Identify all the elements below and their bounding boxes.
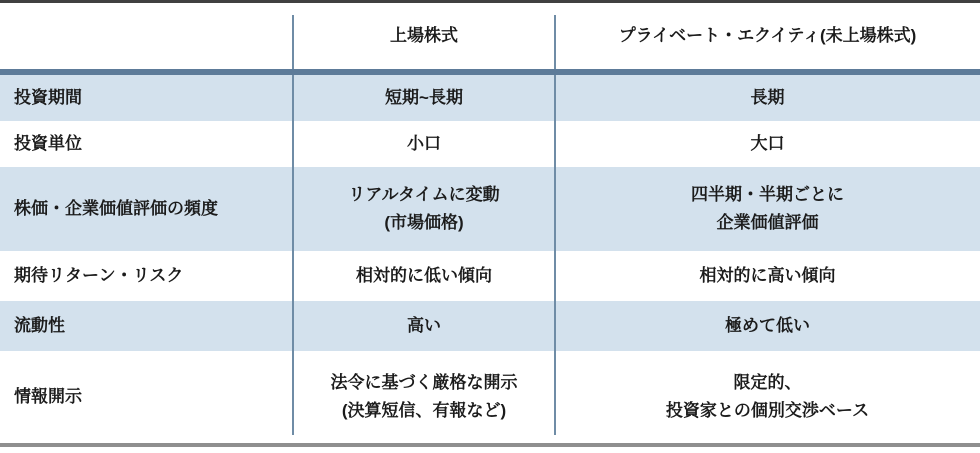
cell-private [555,167,980,251]
header-divider-band [0,69,980,75]
cell-listed-text: 相対的に低い傾向 [356,266,492,285]
row-label [0,301,293,351]
cell-private [555,351,980,442]
header-private-equity-text: プライベート・エクイティ(未上場株式) [618,26,917,45]
cell-listed [293,351,555,442]
cell-private [555,121,980,167]
cell-listed-line2: (決算短信、有報など) [341,400,507,420]
header-label-column [0,3,293,69]
header-private-equity [555,3,980,69]
cell-private-text: 相対的に高い傾向 [699,266,836,285]
row-label-text: 期待リターン・リスク [14,266,184,285]
cell-listed-line2: (市場価格) [384,213,464,232]
header-listed-stocks [293,3,555,69]
row-investment-period [0,75,980,121]
cell-listed-text: 高い [407,316,441,335]
cell-private-line2: 企業価値評価 [716,213,819,232]
row-label-text: 投資単位 [14,134,82,153]
header-row [0,3,980,69]
bottom-rule [0,443,980,447]
row-label [0,75,293,121]
cell-listed [293,121,555,167]
row-valuation-frequency [0,167,980,251]
row-label [0,121,293,167]
cell-private [555,75,980,121]
cell-private-line1: 限定的、 [733,372,802,392]
row-label [0,251,293,301]
cell-private-line1: 四半期・半期ごとに [691,185,844,204]
cell-private-text: 大口 [750,134,785,153]
row-label-text: 情報開示 [14,386,82,406]
cell-listed-text: 小口 [407,134,441,153]
cell-listed-text: 短期~長期 [385,88,463,107]
row-expected-return-risk [0,251,980,301]
cell-listed [293,301,555,351]
cell-private-text: 長期 [750,88,785,107]
cell-listed-line1: 法令に基づく厳格な開示 [330,372,518,392]
row-label-text: 株価・企業価値評価の頻度 [14,199,218,218]
row-investment-unit [0,121,980,167]
cell-private [555,251,980,301]
cell-private [555,301,980,351]
column-divider-1 [292,15,294,435]
row-label [0,351,293,442]
row-liquidity [0,301,980,351]
header-listed-text: 上場株式 [390,26,458,45]
cell-listed-line1: リアルタイムに変動 [348,185,500,204]
cell-private-line2: 投資家との個別交渉ベース [665,400,870,420]
cell-listed [293,75,555,121]
row-label-text: 投資期間 [14,88,82,107]
row-label-text: 流動性 [14,316,65,335]
cell-listed [293,251,555,301]
row-label [0,167,293,251]
cell-private-text: 極めて低い [725,316,810,335]
cell-listed [293,167,555,251]
column-divider-2 [554,15,556,435]
row-disclosure [0,351,980,442]
